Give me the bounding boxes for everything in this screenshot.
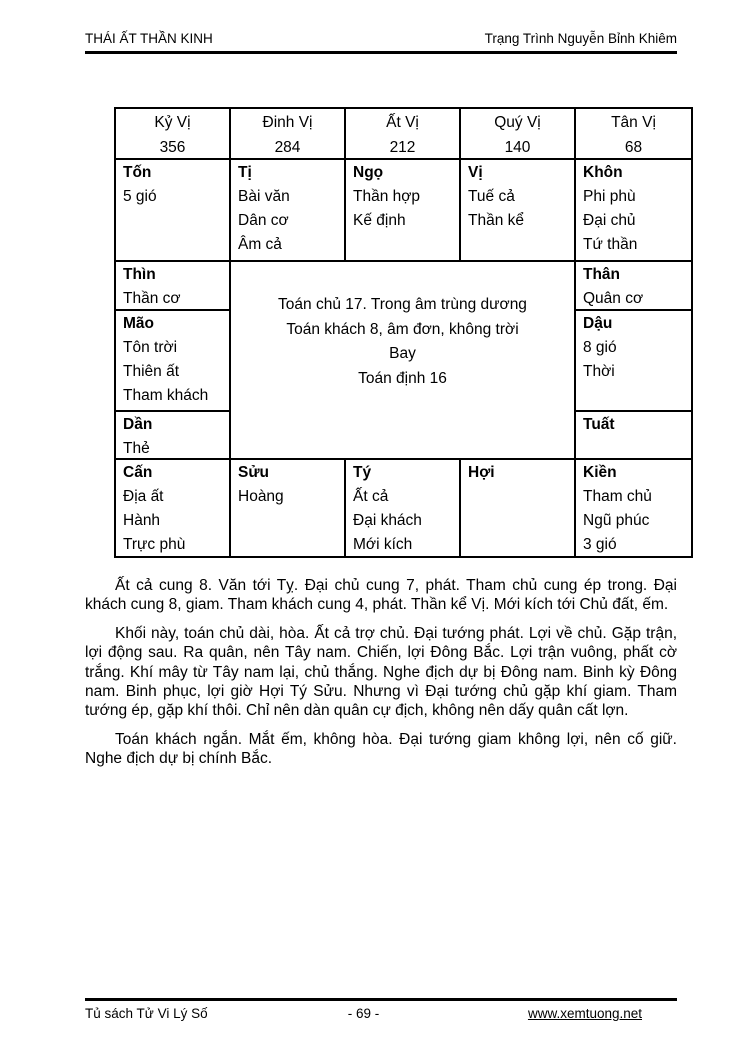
palace-number: 284 xyxy=(274,139,301,156)
palace-cell-than xyxy=(576,262,691,311)
palace-line: Thiên ất xyxy=(123,363,180,380)
palace-title: Dần xyxy=(123,416,153,433)
summary-line: Toán định 16 xyxy=(358,369,447,387)
palace-cell-dan xyxy=(116,412,231,460)
palace-name: Kỷ Vị xyxy=(154,114,191,131)
palace-cell-ton xyxy=(116,160,231,262)
palace-title: Kiền xyxy=(583,464,617,481)
website-link[interactable]: www.xemtuong.net xyxy=(527,1006,643,1021)
palace-cell-thin xyxy=(116,262,231,311)
page-header xyxy=(85,31,677,46)
palace-title: Tốn xyxy=(123,164,152,181)
palace-name: Đinh Vị xyxy=(262,114,313,131)
palace-name: Quý Vị xyxy=(494,114,541,131)
palace-title: Tuất xyxy=(583,416,615,433)
palace-title: Tý xyxy=(353,464,372,481)
palace-line: Ngũ phúc xyxy=(583,512,650,529)
palace-cell-dau xyxy=(576,311,691,412)
palace-cell-ti xyxy=(231,160,346,262)
palace-cell-hoi xyxy=(461,460,576,556)
palace-line: Tôn trời xyxy=(123,339,178,356)
palace-line: 3 gió xyxy=(583,536,617,553)
palace-number: 68 xyxy=(624,139,643,156)
palace-number: 356 xyxy=(159,139,186,156)
summary-line: Toán khách 8, âm đơn, không trời xyxy=(286,320,519,338)
palace-title: Thìn xyxy=(123,266,156,283)
palace-line: Mới kích xyxy=(353,536,413,553)
chart-summary-cell xyxy=(231,262,576,460)
paragraph: Khối này, toán chủ dài, hòa. Ất cả trợ chủ. Đại tướng phát. Lợi về chủ. Gặp trận, lợi động sau. Ra quân, nên Tây nam. Chiến, lợi Đông Bắc. Lợi trận vuông, phất cờ trắng. Khí mây từ Tây nam lại, chủ thắng. Nghe địch dự bị Đông nam. Binh kỳ Đông nam. Binh phục, lợi giờ Hợi Tý Sửu. Nhưng vì Đại tướng chủ gặp khí giam. Tham tướng ép, gặp khí thôi. Chỉ nên dàn quân cự địch, không nên dấy quân cất lợn. xyxy=(85,624,677,720)
palace-title: Mão xyxy=(123,315,154,332)
palace-header-dinh-vi xyxy=(231,109,346,160)
palace-header-at-vi xyxy=(346,109,461,160)
page-footer xyxy=(85,1006,677,1021)
palace-line: Quân cơ xyxy=(583,290,644,307)
palace-cell-vi xyxy=(461,160,576,262)
palace-cell-ngo xyxy=(346,160,461,262)
palace-title: Vị xyxy=(468,164,483,181)
palace-line: Địa ất xyxy=(123,488,164,505)
palace-line: Hoàng xyxy=(238,488,284,505)
palace-line: Thần hợp xyxy=(353,188,421,205)
palace-title: Khôn xyxy=(583,164,623,181)
palace-line: 5 gió xyxy=(123,188,157,205)
palace-line: Tham khách xyxy=(123,387,209,404)
palace-line: Trực phù xyxy=(123,536,186,553)
palace-cell-suu xyxy=(231,460,346,556)
palace-name: Ất Vị xyxy=(386,114,419,131)
palace-cell-kien xyxy=(576,460,691,556)
summary-line: Toán chủ 17. Trong âm trùng dương xyxy=(278,296,527,313)
palace-header-tan-vi xyxy=(576,109,691,160)
palace-number: 140 xyxy=(504,139,531,156)
palace-cell-khon xyxy=(576,160,691,262)
palace-title: Dậu xyxy=(583,315,613,332)
paragraph: Ất cả cung 8. Văn tới Tỵ. Đại chủ cung 7, phát. Tham chủ cung ép trong. Đại khách cung 8, giam. Tham khách cung 4, phát. Thần kể Vị. Mới kích tới Chủ đất, ếm. xyxy=(85,577,677,614)
palace-line: Thẻ xyxy=(123,440,150,457)
palace-line: Thần kể xyxy=(468,212,525,229)
palace-header-ky-vi xyxy=(116,109,231,160)
palace-line: Bài văn xyxy=(238,188,290,205)
palace-title: Hợi xyxy=(468,464,495,481)
palace-line: Hành xyxy=(123,512,161,529)
palace-cell-tuat xyxy=(576,412,691,460)
palace-title: Cấn xyxy=(123,464,153,481)
palace-line: Dân cơ xyxy=(238,212,289,229)
palace-line: Đại khách xyxy=(353,512,422,529)
header-author: Trạng Trình Nguyễn Bỉnh Khiêm xyxy=(484,31,677,46)
header-divider xyxy=(85,51,677,54)
divination-chart-table xyxy=(114,107,693,558)
paragraph: Toán khách ngắn. Mắt ếm, không hòa. Đại tướng giam không lợi, nên cố giữ. Nghe địch dự bị chính Bắc. xyxy=(85,730,677,768)
palace-title: Tị xyxy=(238,164,252,181)
header-book-title: THÁI ẤT THẦN KINH xyxy=(85,31,213,46)
palace-cell-mao xyxy=(116,311,231,412)
palace-line: Tuế cả xyxy=(468,188,515,205)
palace-title: Ngọ xyxy=(353,164,384,181)
palace-line: Thần cơ xyxy=(123,290,181,307)
palace-line: Âm cả xyxy=(238,236,282,253)
palace-title: Thân xyxy=(583,266,621,283)
palace-line: Ất cả xyxy=(353,488,389,505)
palace-line: Kế định xyxy=(353,212,406,229)
footer-divider xyxy=(85,998,677,1001)
palace-header-quy-vi xyxy=(461,109,576,160)
footer-collection-label: Tủ sách Tử Vi Lý Số xyxy=(85,1006,208,1021)
palace-cell-can xyxy=(116,460,231,556)
page-number: - 69 - xyxy=(347,1006,380,1021)
palace-line: Tham chủ xyxy=(583,488,652,505)
palace-cell-ty xyxy=(346,460,461,556)
summary-line: Bay xyxy=(389,345,416,362)
palace-line: 8 gió xyxy=(583,339,617,356)
body-text xyxy=(85,576,677,778)
palace-line: Đại chủ xyxy=(583,212,636,229)
palace-title: Sửu xyxy=(238,464,270,481)
palace-line: Phi phù xyxy=(583,188,636,205)
palace-line: Tứ thần xyxy=(583,236,638,253)
palace-number: 212 xyxy=(389,139,416,156)
palace-name: Tân Vị xyxy=(611,114,656,131)
palace-line: Thời xyxy=(583,363,615,380)
